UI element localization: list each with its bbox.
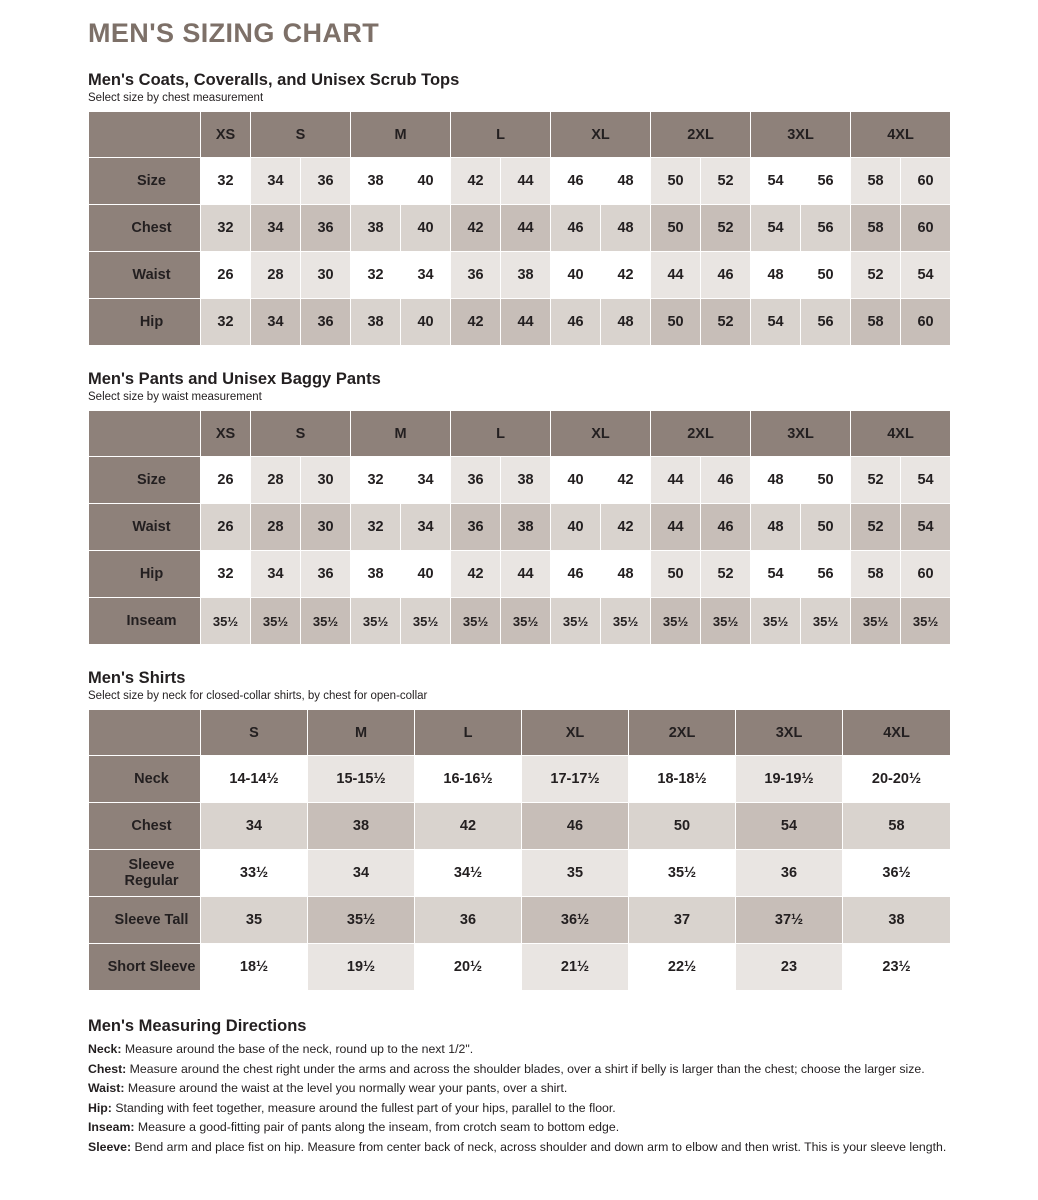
cell: 35½ (851, 598, 901, 645)
cell: 58 (851, 158, 901, 205)
cell: 46 (551, 205, 601, 252)
cell: 48 (601, 299, 651, 346)
direction-text: Bend arm and place fist on hip. Measure from center back of neck, across shoulder and down arm to elbow and then wrist. This is your sleeve length. (131, 1139, 947, 1154)
cell: 32 (201, 551, 251, 598)
section-pants (88, 370, 950, 645)
size-header: XS (201, 411, 251, 457)
cell: 40 (401, 205, 451, 252)
cell: 36 (451, 252, 501, 299)
cell: 58 (851, 299, 901, 346)
cell: 35 (522, 850, 629, 897)
cell: 36½ (522, 897, 629, 944)
row-label: Short Sleeve (89, 944, 201, 991)
cell: 35½ (301, 598, 351, 645)
cell: 30 (301, 252, 351, 299)
section-shirts (88, 669, 950, 991)
cell: 42 (415, 803, 522, 850)
cell: 46 (551, 299, 601, 346)
cell: 14-14½ (201, 756, 308, 803)
pants-size-table (88, 410, 951, 645)
cell: 18½ (201, 944, 308, 991)
section-subheading: Select size by chest measurement (88, 92, 264, 104)
size-header: XL (551, 411, 651, 457)
cell: 36 (301, 158, 351, 205)
row-label: Hip (89, 551, 201, 598)
size-header: 3XL (751, 112, 851, 158)
size-header: XL (551, 112, 651, 158)
row-label: Hip (89, 299, 201, 346)
table-header-row (89, 411, 951, 457)
size-header: 4XL (851, 112, 951, 158)
cell: 42 (601, 457, 651, 504)
direction-text: Measure around the chest right under the arms and across the shoulder blades, over a shirt if belly is larger than the chest; choose the larger size. (126, 1061, 925, 1076)
cell: 36½ (843, 850, 951, 897)
cell: 38 (351, 299, 401, 346)
table-row (89, 205, 951, 252)
cell: 54 (901, 504, 951, 551)
direction-item (88, 1041, 950, 1058)
cell: 20-20½ (843, 756, 951, 803)
cell: 35½ (251, 598, 301, 645)
cell: 30 (301, 457, 351, 504)
cell: 46 (551, 158, 601, 205)
cell: 54 (901, 252, 951, 299)
cell: 46 (701, 504, 751, 551)
cell: 48 (751, 504, 801, 551)
cell: 35½ (901, 598, 951, 645)
row-label: Sleeve Regular (89, 850, 201, 897)
table-row (89, 944, 951, 991)
table-row (89, 158, 951, 205)
row-label: Chest (89, 803, 201, 850)
table-row (89, 504, 951, 551)
row-label: Waist (89, 504, 201, 551)
direction-item (88, 1061, 950, 1078)
direction-item (88, 1100, 950, 1117)
direction-term: Chest: (88, 1061, 127, 1076)
cell: 36 (415, 897, 522, 944)
direction-term: Inseam: (88, 1120, 135, 1135)
cell: 50 (801, 252, 851, 299)
cell: 50 (801, 504, 851, 551)
direction-text: Standing with feet together, measure around the fullest part of your hips, parallel to the floor. (111, 1100, 616, 1115)
cell: 60 (901, 299, 951, 346)
table-row (89, 551, 951, 598)
cell: 34 (308, 850, 415, 897)
shirts-size-table (88, 709, 951, 991)
direction-item (88, 1139, 950, 1156)
cell: 42 (451, 299, 501, 346)
row-label: Chest (89, 205, 201, 252)
table-row (89, 850, 951, 897)
cell: 36 (301, 205, 351, 252)
cell: 35½ (451, 598, 501, 645)
cell: 26 (201, 252, 251, 299)
direction-item (88, 1119, 950, 1136)
cell: 22½ (629, 944, 736, 991)
cell: 34½ (415, 850, 522, 897)
cell: 40 (551, 504, 601, 551)
cell: 35½ (601, 598, 651, 645)
cell: 35½ (501, 598, 551, 645)
cell: 54 (751, 205, 801, 252)
cell: 44 (501, 551, 551, 598)
size-header: L (415, 710, 522, 756)
cell: 40 (551, 457, 601, 504)
table-row (89, 756, 951, 803)
cell: 35½ (308, 897, 415, 944)
size-header: 3XL (751, 411, 851, 457)
cell: 56 (801, 158, 851, 205)
section-coats (88, 71, 950, 346)
cell: 35½ (651, 598, 701, 645)
section-subheading: Select size by neck for closed-collar shirts, by chest for open-collar (88, 690, 428, 702)
corner-cell (89, 112, 201, 158)
cell: 32 (201, 158, 251, 205)
size-header: M (351, 411, 451, 457)
cell: 42 (451, 158, 501, 205)
cell: 52 (701, 299, 751, 346)
cell: 34 (251, 299, 301, 346)
cell: 35 (201, 897, 308, 944)
cell: 36 (451, 504, 501, 551)
table-row (89, 299, 951, 346)
cell: 50 (651, 205, 701, 252)
cell: 56 (801, 551, 851, 598)
cell: 28 (251, 504, 301, 551)
corner-cell (89, 710, 201, 756)
size-header: 4XL (851, 411, 951, 457)
cell: 42 (451, 205, 501, 252)
cell: 44 (501, 205, 551, 252)
cell: 35½ (751, 598, 801, 645)
cell: 32 (351, 504, 401, 551)
size-header: XS (201, 112, 251, 158)
table-row (89, 252, 951, 299)
cell: 58 (851, 205, 901, 252)
cell: 60 (901, 205, 951, 252)
size-header: L (451, 411, 551, 457)
cell: 50 (651, 158, 701, 205)
cell: 44 (651, 252, 701, 299)
row-label: Inseam (89, 598, 201, 645)
cell: 35½ (801, 598, 851, 645)
row-label: Neck (89, 756, 201, 803)
direction-term: Waist: (88, 1081, 125, 1096)
row-label: Size (89, 158, 201, 205)
cell: 52 (701, 205, 751, 252)
cell: 40 (401, 551, 451, 598)
cell: 46 (701, 252, 751, 299)
row-label: Waist (89, 252, 201, 299)
section-heading: Men's Coats, Coveralls, and Unisex Scrub Tops (88, 71, 460, 89)
cell: 48 (601, 205, 651, 252)
measuring-directions (88, 1017, 950, 1156)
cell: 54 (901, 457, 951, 504)
cell: 38 (501, 504, 551, 551)
direction-text: Measure around the base of the neck, round up to the next 1/2". (121, 1042, 474, 1056)
cell: 36 (451, 457, 501, 504)
direction-text: Measure a good-fitting pair of pants along the inseam, from crotch seam to bottom edge. (134, 1120, 620, 1135)
cell: 34 (401, 457, 451, 504)
coats-size-table (88, 111, 951, 346)
cell: 58 (843, 803, 951, 850)
cell: 52 (851, 457, 901, 504)
cell: 32 (201, 205, 251, 252)
cell: 38 (843, 897, 951, 944)
cell: 21½ (522, 944, 629, 991)
cell: 42 (601, 504, 651, 551)
size-header: L (451, 112, 551, 158)
cell: 33½ (201, 850, 308, 897)
cell: 56 (801, 205, 851, 252)
table-row (89, 803, 951, 850)
cell: 30 (301, 504, 351, 551)
cell: 35½ (701, 598, 751, 645)
cell: 36 (301, 551, 351, 598)
direction-text: Measure around the waist at the level you normally wear your pants, over a shirt. (124, 1081, 568, 1096)
cell: 17-17½ (522, 756, 629, 803)
size-header: 4XL (843, 710, 951, 756)
section-heading: Men's Pants and Unisex Baggy Pants (88, 370, 381, 388)
cell: 38 (501, 252, 551, 299)
cell: 35½ (201, 598, 251, 645)
cell: 18-18½ (629, 756, 736, 803)
size-header: M (308, 710, 415, 756)
size-header: S (251, 411, 351, 457)
cell: 60 (901, 158, 951, 205)
cell: 28 (251, 252, 301, 299)
cell: 23 (736, 944, 843, 991)
cell: 32 (351, 252, 401, 299)
cell: 42 (451, 551, 501, 598)
cell: 50 (651, 551, 701, 598)
cell: 37 (629, 897, 736, 944)
cell: 15-15½ (308, 756, 415, 803)
cell: 56 (801, 299, 851, 346)
cell: 37½ (736, 897, 843, 944)
cell: 60 (901, 551, 951, 598)
cell: 35½ (351, 598, 401, 645)
cell: 26 (201, 457, 251, 504)
row-label: Size (89, 457, 201, 504)
cell: 20½ (415, 944, 522, 991)
cell: 50 (801, 457, 851, 504)
cell: 40 (551, 252, 601, 299)
cell: 38 (351, 205, 401, 252)
cell: 26 (201, 504, 251, 551)
cell: 54 (736, 803, 843, 850)
cell: 16-16½ (415, 756, 522, 803)
cell: 44 (501, 299, 551, 346)
direction-term: Sleeve: (88, 1139, 132, 1154)
cell: 34 (251, 551, 301, 598)
section-subheading: Select size by waist measurement (88, 391, 262, 403)
size-header: 2XL (629, 710, 736, 756)
size-header: XL (522, 710, 629, 756)
cell: 35½ (401, 598, 451, 645)
table-header-row (89, 710, 951, 756)
cell: 52 (851, 504, 901, 551)
page-title: MEN'S SIZING CHART (88, 18, 380, 48)
cell: 34 (401, 504, 451, 551)
cell: 36 (736, 850, 843, 897)
cell: 54 (751, 299, 801, 346)
cell: 48 (601, 158, 651, 205)
size-header: S (251, 112, 351, 158)
cell: 38 (351, 551, 401, 598)
cell: 52 (701, 551, 751, 598)
cell: 44 (501, 158, 551, 205)
cell: 58 (851, 551, 901, 598)
section-heading: Men's Shirts (88, 669, 186, 687)
cell: 32 (201, 299, 251, 346)
table-row (89, 897, 951, 944)
cell: 44 (651, 504, 701, 551)
directions-heading: Men's Measuring Directions (88, 1017, 307, 1035)
cell: 38 (308, 803, 415, 850)
cell: 48 (751, 252, 801, 299)
cell: 36 (301, 299, 351, 346)
cell: 42 (601, 252, 651, 299)
cell: 34 (401, 252, 451, 299)
cell: 44 (651, 457, 701, 504)
table-row (89, 457, 951, 504)
cell: 32 (351, 457, 401, 504)
cell: 38 (501, 457, 551, 504)
direction-term: Hip: (88, 1100, 112, 1115)
cell: 34 (201, 803, 308, 850)
cell: 46 (522, 803, 629, 850)
cell: 28 (251, 457, 301, 504)
table-header-row (89, 112, 951, 158)
cell: 52 (701, 158, 751, 205)
cell: 52 (851, 252, 901, 299)
cell: 46 (701, 457, 751, 504)
cell: 23½ (843, 944, 951, 991)
cell: 48 (751, 457, 801, 504)
row-label: Sleeve Tall (89, 897, 201, 944)
cell: 50 (651, 299, 701, 346)
size-header: 3XL (736, 710, 843, 756)
cell: 19½ (308, 944, 415, 991)
cell: 54 (751, 551, 801, 598)
size-header: 2XL (651, 411, 751, 457)
cell: 40 (401, 299, 451, 346)
cell: 54 (751, 158, 801, 205)
corner-cell (89, 411, 201, 457)
cell: 35½ (551, 598, 601, 645)
cell: 48 (601, 551, 651, 598)
cell: 34 (251, 205, 301, 252)
size-header: S (201, 710, 308, 756)
table-row (89, 598, 951, 645)
cell: 34 (251, 158, 301, 205)
size-header: M (351, 112, 451, 158)
cell: 38 (351, 158, 401, 205)
cell: 35½ (629, 850, 736, 897)
direction-item (88, 1080, 950, 1097)
cell: 46 (551, 551, 601, 598)
cell: 19-19½ (736, 756, 843, 803)
size-header: 2XL (651, 112, 751, 158)
direction-term: Neck: (88, 1042, 122, 1056)
cell: 50 (629, 803, 736, 850)
cell: 40 (401, 158, 451, 205)
